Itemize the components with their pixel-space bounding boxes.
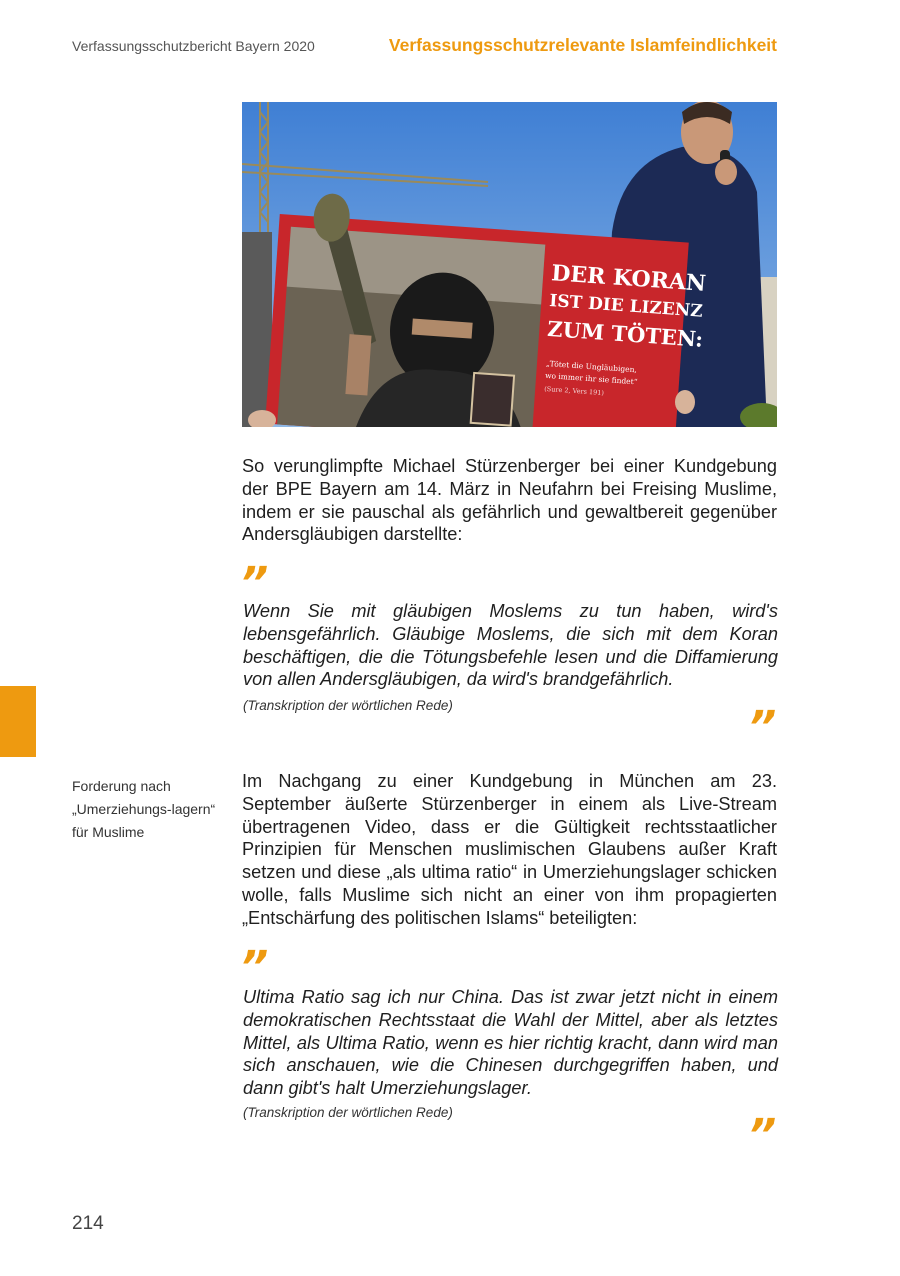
quote-close-mark-2: ” xyxy=(748,1110,777,1161)
running-header-left: Verfassungsschutzbericht Bayern 2020 xyxy=(72,38,315,54)
quotation-1-text: Wenn Sie mit gläubigen Moslems zu tun haben, wird's lebensgefährlich. Gläubige Moslems, die sich mit dem Koran beschäftigen, die die Tötungsbefehle lesen und die Diffamierung von allen Andersgläubigen, da wird's brandgefährlich. xyxy=(243,601,778,690)
quotation-2-source: (Transkription der wörtlichen Rede) xyxy=(243,1105,453,1120)
sign-text-line2: IST DIE LIZENZ xyxy=(548,291,704,322)
quote-open-mark-1: ” xyxy=(240,558,269,609)
quote-open-mark-2: ” xyxy=(240,942,269,993)
quotation-2-text: Ultima Ratio sag ich nur China. Das ist zwar jetzt nicht in einem demokratischen Rechtsstaat die Wahl der Mittel, aber als letztes Mittel, als Ultima Ratio, wenn es hier richtig kracht, dann wird man sich anschauen, wie die Chinesen durchgegriffen haben, und dann gibt's halt Umerziehungslager. xyxy=(243,987,778,1099)
sign-text-line3: ZUM TÖTEN: xyxy=(546,315,704,352)
sign-small-line1: „Tötet die Ungläubigen, xyxy=(545,358,638,375)
sign-small-line2: wo immer ihr sie findet“ xyxy=(544,370,638,387)
quotation-1-source: (Transkription der wörtlichen Rede) xyxy=(243,698,453,713)
rally-photo xyxy=(242,102,777,427)
body-paragraph-1: So verunglimpfte Michael Stürzenberger bei einer Kundgebung der BPE Bayern am 14. März in Neufahrn bei Freising Muslime, indem er sie pauschal als gefährlich und gewaltbereit gegenüber Andersgläubigen darstellte: xyxy=(242,456,777,545)
chapter-tab-marker xyxy=(0,686,36,757)
running-header-section-title: Verfassungsschutzrelevante Islamfeindlichkeit xyxy=(388,35,777,55)
quote-close-mark-1: ” xyxy=(748,702,777,753)
margin-note: Forderung nach „Umerziehungs-lagern“ für Muslime xyxy=(72,778,216,840)
sign-text-line1: DER KORAN xyxy=(550,260,707,297)
sign-small-line3: (Sure 2, Vers 191) xyxy=(543,384,605,398)
body-paragraph-2: Im Nachgang zu einer Kundgebung in München am 23. September äußerte Stürzenberger in einem als Live-Stream übertragenen Video, dass er die Gültigkeit rechtsstaatlicher Prinzipien für Menschen muslimischen Glaubens außer Kraft setzen und diese „als ultima ratio“ in Umerziehungslager schicken wolle, falls Muslime sich nicht an einer von ihm propagierten „Entschärfung des politischen Islams“ beteiligten: xyxy=(242,771,777,928)
page-number: 214 xyxy=(72,1213,104,1234)
